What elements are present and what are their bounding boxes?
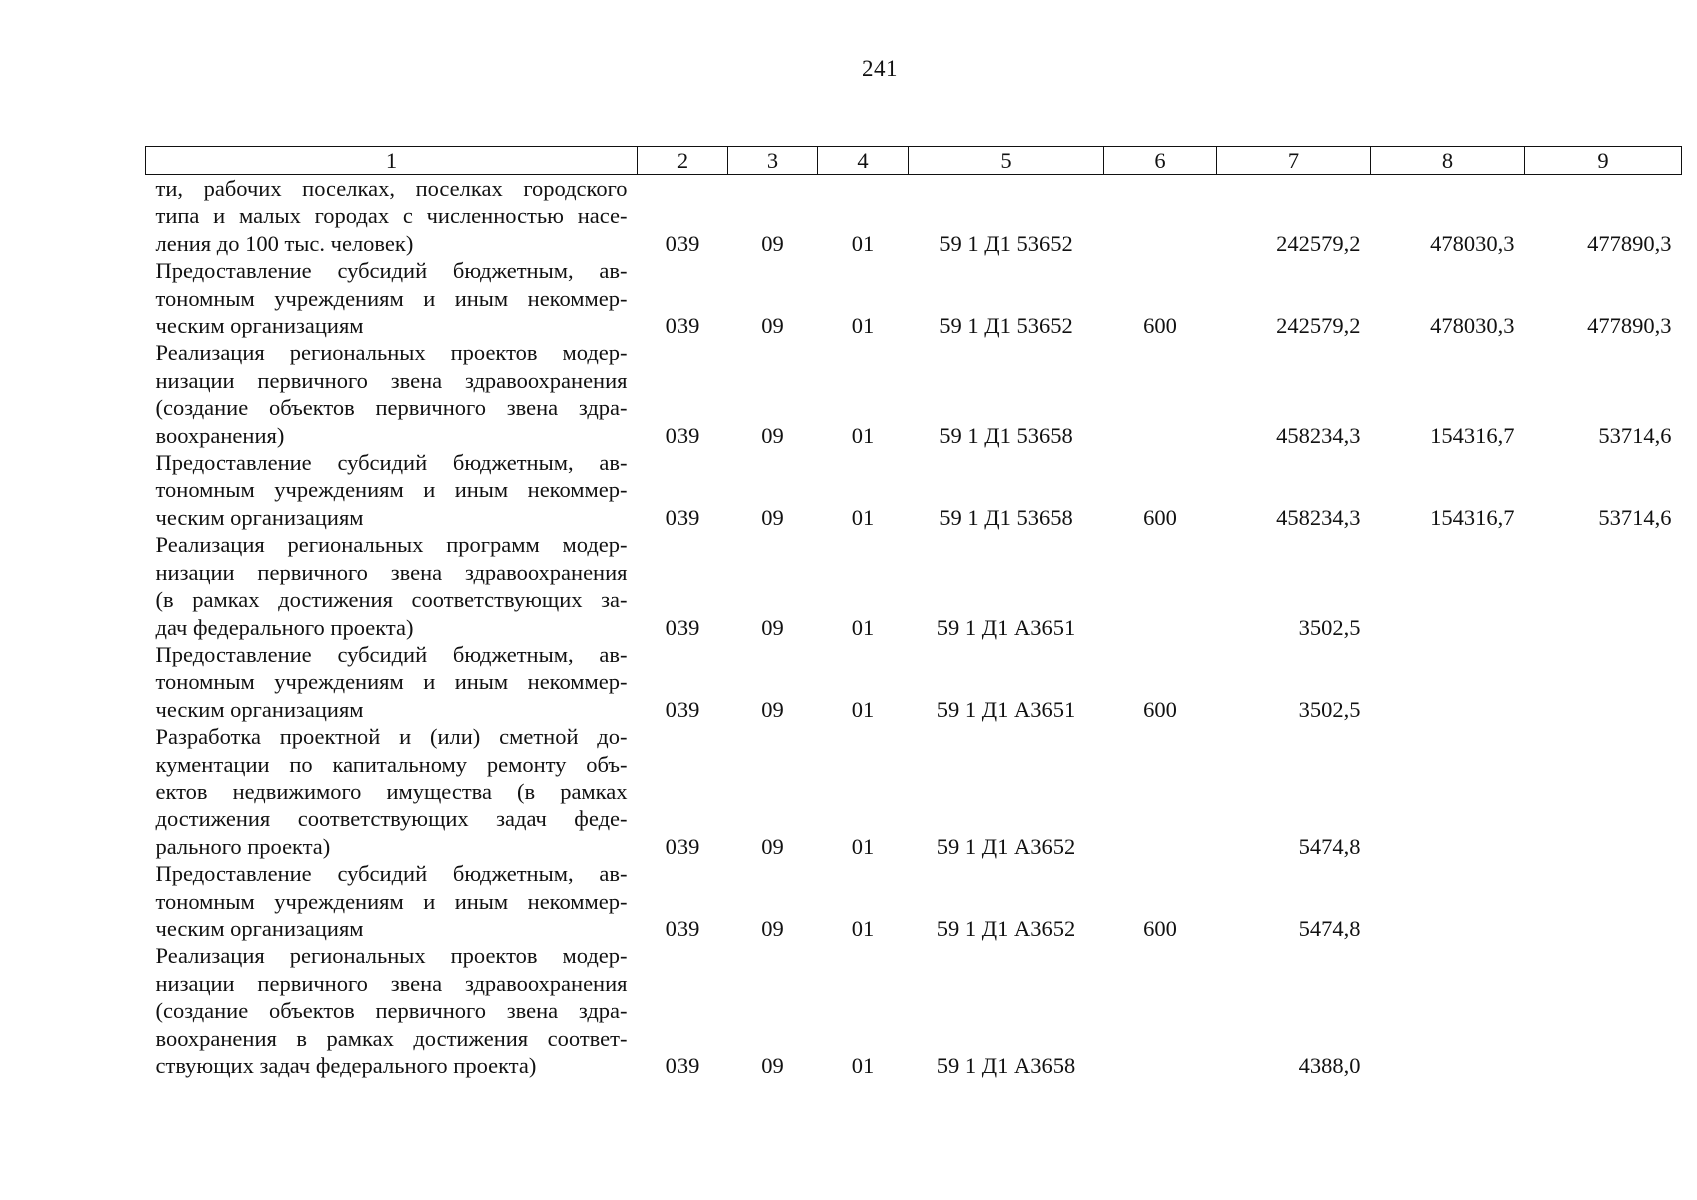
column-header-5: 5 (909, 147, 1104, 175)
amount-year-2-cell: 478030,3 (1430, 230, 1515, 256)
table-body (146, 175, 1682, 1080)
column-header-8: 8 (1371, 147, 1525, 175)
table-row (146, 860, 1682, 942)
subsection-code-cell: 01 (851, 833, 875, 859)
section-code-cell: 09 (761, 915, 784, 941)
description-line: рального проекта) (155, 833, 331, 859)
page-number: 241 (862, 56, 898, 81)
budget-table (145, 146, 1682, 1079)
amount-year-1-cell: 5474,8 (1298, 915, 1361, 941)
table-row (146, 942, 1682, 1079)
description-line: ления до 100 тыс. человек) (155, 230, 414, 256)
table-row (146, 531, 1682, 641)
column-header-9: 9 (1525, 147, 1682, 175)
ministry-code-cell: 039 (665, 422, 700, 448)
row-description (146, 339, 638, 449)
column-header-4: 4 (818, 147, 909, 175)
table-row (146, 257, 1682, 339)
amount-year-2-cell (1371, 723, 1525, 860)
subsection-code-cell: 01 (851, 422, 875, 448)
subsection-code-cell: 01 (851, 504, 875, 530)
amount-year-2-cell (1371, 942, 1525, 1079)
row-description (146, 942, 638, 1079)
table-row (146, 175, 1682, 258)
amount-year-1-cell: 458234,3 (1276, 504, 1361, 530)
ministry-code-cell: 039 (665, 915, 700, 941)
section-code-cell: 09 (761, 614, 784, 640)
column-header-7: 7 (1217, 147, 1371, 175)
target-article-cell: 59 1 Д1 53652 (939, 230, 1073, 256)
ministry-code-cell: 039 (665, 614, 700, 640)
description-line: (создание объектов первичного звена здра- (155, 395, 628, 421)
description-line: Разработка проектной и (или) сметной до- (155, 724, 628, 750)
section-code-cell: 09 (761, 504, 784, 530)
description-line: Предоставление субсидий бюджетным, ав- (155, 641, 628, 667)
description-line: (создание объектов первичного звена здра- (155, 998, 628, 1024)
description-line: ствующих задач федерального проекта) (155, 1053, 537, 1078)
description-line: тономным учреждениям и иным некоммер- (155, 477, 628, 503)
description-line: Предоставление субсидий бюджетным, ав- (155, 258, 628, 284)
target-article-cell: 59 1 Д1 А3652 (936, 833, 1076, 859)
description-line: Реализация региональных проектов модер- (155, 943, 628, 969)
amount-year-3-cell: 477890,3 (1587, 230, 1672, 256)
section-code-cell: 09 (761, 696, 784, 722)
amount-year-2-cell: 154316,7 (1430, 422, 1515, 448)
description-line: ческим организациям (155, 915, 364, 941)
description-line: (в рамках достижения соответствующих за- (155, 587, 628, 613)
amount-year-2-cell (1371, 531, 1525, 641)
description-line: ческим организациям (155, 504, 364, 530)
amount-year-3-cell: 477890,3 (1587, 313, 1672, 339)
ministry-code-cell: 039 (665, 696, 700, 722)
column-header-2: 2 (638, 147, 728, 175)
subsection-code-cell: 01 (851, 313, 875, 339)
section-code-cell: 09 (761, 230, 784, 256)
description-line: низации первичного звена здравоохранения (155, 559, 628, 585)
description-line: дач федерального проекта) (155, 614, 414, 640)
ministry-code-cell: 039 (665, 230, 700, 256)
amount-year-1-cell: 3502,5 (1298, 614, 1361, 640)
amount-year-1-cell: 458234,3 (1276, 422, 1361, 448)
subsection-code-cell: 01 (851, 230, 875, 256)
description-line: ческим организациям (155, 313, 364, 339)
expense-type-cell (1104, 175, 1217, 258)
amount-year-1-cell: 3502,5 (1298, 696, 1361, 722)
row-description (146, 860, 638, 942)
amount-year-1-cell: 4388,0 (1298, 1053, 1361, 1078)
description-line: типа и малых городах с численностью насе- (155, 203, 628, 229)
amount-year-2-cell (1371, 641, 1525, 723)
target-article-cell: 59 1 Д1 53658 (939, 422, 1073, 448)
row-description (146, 723, 638, 860)
column-header-3: 3 (728, 147, 818, 175)
target-article-cell: 59 1 Д1 А3658 (936, 1053, 1076, 1078)
expense-type-cell: 600 (1143, 504, 1177, 530)
description-line: кументации по капитальному ремонту объ- (155, 751, 628, 777)
row-description (146, 641, 638, 723)
expense-type-cell (1104, 531, 1217, 641)
section-code-cell: 09 (761, 313, 784, 339)
subsection-code-cell: 01 (851, 696, 875, 722)
table-row (146, 339, 1682, 449)
table-row (146, 449, 1682, 531)
description-line: ти, рабочих поселках, поселках городского (155, 176, 628, 201)
expense-type-cell (1104, 942, 1217, 1079)
amount-year-1-cell: 242579,2 (1276, 313, 1361, 339)
description-line: воохранения) (155, 422, 285, 448)
expense-type-cell: 600 (1143, 696, 1177, 722)
amount-year-1-cell: 242579,2 (1276, 230, 1361, 256)
description-line: Реализация региональных проектов модер- (155, 340, 628, 366)
table-row (146, 723, 1682, 860)
amount-year-3-cell (1525, 723, 1682, 860)
target-article-cell: 59 1 Д1 А3651 (936, 696, 1076, 722)
description-line: Реализация региональных программ модер- (155, 532, 628, 558)
description-line: ектов недвижимого имущества (в рамках (155, 778, 628, 804)
row-description (146, 257, 638, 339)
section-code-cell: 09 (761, 833, 784, 859)
table-header (146, 147, 1682, 175)
amount-year-3-cell (1525, 641, 1682, 723)
target-article-cell: 59 1 Д1 А3652 (936, 915, 1076, 941)
column-header-6: 6 (1104, 147, 1217, 175)
description-line: ческим организациям (155, 696, 364, 722)
description-line: Предоставление субсидий бюджетным, ав- (155, 450, 628, 476)
description-line: Предоставление субсидий бюджетным, ав- (155, 861, 628, 887)
ministry-code-cell: 039 (665, 504, 700, 530)
description-line: тономным учреждениям и иным некоммер- (155, 888, 628, 914)
column-header-1: 1 (146, 147, 638, 175)
expense-type-cell (1104, 339, 1217, 449)
target-article-cell: 59 1 Д1 53658 (939, 504, 1073, 530)
target-article-cell: 59 1 Д1 53652 (939, 313, 1073, 339)
row-description (146, 531, 638, 641)
expense-type-cell (1104, 723, 1217, 860)
description-line: достижения соответствующих задач феде- (155, 806, 628, 832)
table-row (146, 641, 1682, 723)
row-description (146, 175, 638, 258)
amount-year-2-cell (1371, 860, 1525, 942)
amount-year-3-cell: 53714,6 (1598, 422, 1672, 448)
subsection-code-cell: 01 (851, 614, 875, 640)
row-description (146, 449, 638, 531)
amount-year-3-cell (1525, 942, 1682, 1079)
amount-year-3-cell (1525, 531, 1682, 641)
section-code-cell: 09 (761, 422, 784, 448)
ministry-code-cell: 039 (665, 1053, 700, 1078)
description-line: тономным учреждениям и иным некоммер- (155, 285, 628, 311)
amount-year-1-cell: 5474,8 (1298, 833, 1361, 859)
expense-type-cell: 600 (1143, 313, 1177, 339)
section-code-cell: 09 (761, 1053, 784, 1078)
amount-year-2-cell: 154316,7 (1430, 504, 1515, 530)
target-article-cell: 59 1 Д1 А3651 (936, 614, 1076, 640)
column-number-row (146, 147, 1682, 175)
subsection-code-cell: 01 (851, 1053, 875, 1078)
amount-year-3-cell (1525, 860, 1682, 942)
description-line: низации первичного звена здравоохранения (155, 367, 628, 393)
ministry-code-cell: 039 (665, 833, 700, 859)
description-line: воохранения в рамках достижения соответ- (155, 1025, 628, 1051)
ministry-code-cell: 039 (665, 313, 700, 339)
subsection-code-cell: 01 (851, 915, 875, 941)
description-line: тономным учреждениям и иным некоммер- (155, 669, 628, 695)
description-line: низации первичного звена здравоохранения (155, 970, 628, 996)
amount-year-2-cell: 478030,3 (1430, 313, 1515, 339)
expense-type-cell: 600 (1143, 915, 1177, 941)
amount-year-3-cell: 53714,6 (1598, 504, 1672, 530)
